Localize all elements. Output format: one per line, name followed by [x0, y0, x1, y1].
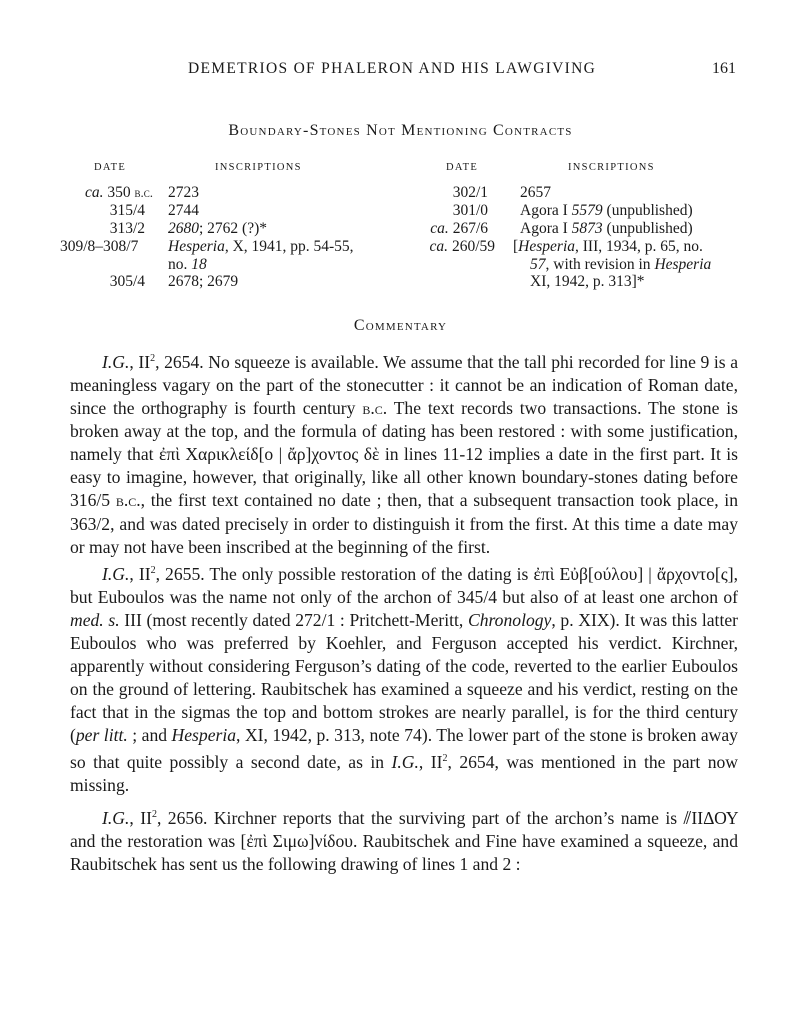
- era: b.c.: [362, 398, 388, 419]
- inscription-text: [: [513, 238, 519, 255]
- date-value: 315/4: [109, 202, 145, 219]
- superscript: 2: [442, 753, 448, 765]
- text: , 2655. The only possible restoration of the dating is: [155, 563, 534, 584]
- table-cell: XI, 1942, p. 313]*: [530, 273, 645, 290]
- inscription-number: 2680: [168, 220, 199, 237]
- date-value: 309/8–308/7: [60, 238, 139, 255]
- text: , the first text contained no date ; then, that a subsequent transaction took place, in 363/2, and was dated precisely in order to distinguish it from the first. At this time a date may or may not have been inscribed at the beginning of the first.: [70, 490, 738, 557]
- journal-title: Hesperia: [654, 256, 712, 273]
- inscription-text: (unpublished): [602, 202, 693, 219]
- inscription-text: , X, 1941, pp. 54-55,: [224, 238, 354, 255]
- table-cell: 2678; 2679: [168, 273, 239, 290]
- right-date-header: DATE: [446, 162, 479, 173]
- inscription-fragment: ⫽ΙΙΔΟΥ: [683, 808, 738, 829]
- inscription-number: 18: [191, 256, 207, 273]
- date-value: 350: [103, 184, 135, 201]
- inscription-text: , III, 1934, p. 65, no.: [575, 238, 703, 255]
- text: , II: [418, 752, 443, 773]
- commentary-title: Commentary: [353, 317, 448, 334]
- journal-title: Hesperia: [168, 238, 225, 255]
- greek-text: ἐπὶ Εὐβ[ούλου] | ἄρχοντο[ς]: [533, 563, 734, 584]
- left-date-header: DATE: [94, 162, 127, 173]
- text: III (most recently dated 272/1 : Pritchett-Meritt,: [119, 609, 468, 630]
- text: , XI, 1942, p. 313, note 74). The lower part of the stone is broken away so that quite possibly a second date, as in: [70, 725, 738, 773]
- table-cell: 2744: [168, 202, 199, 219]
- left-inscriptions-header: INSCRIPTIONS: [215, 162, 302, 173]
- text: in lines 11-12 implies a date in the first part. It is easy to imagine, however, that originally, like all other known boundary-stones dating before 316/5: [70, 444, 738, 511]
- citation: I.G.: [102, 808, 130, 829]
- table-row: [60, 184, 153, 202]
- commentary-body: [70, 347, 738, 877]
- text: , p. XIX). It was this latter Euboulos who was preferred by Koehler, and Ferguson accepted his verdict. Kirchner, apparently without considering Ferguson’s dating of the code, reverted to the earlier Euboulos on the ground of lettering. Raubitschek has examined a squeeze and his verdict, resting on the fact that in the sigmas the top and bottom strokes are nearly parallel, is for the third century (: [70, 609, 739, 746]
- inscription-text: Agora I: [520, 202, 572, 219]
- text: and the restoration was: [70, 831, 241, 852]
- text: , 2656. Kirchner reports that the surviving part of the archon’s name is: [156, 808, 684, 829]
- table-cell: 2723: [168, 184, 199, 201]
- inscription-number: 57: [530, 256, 546, 273]
- greek-text: ἐπὶ Χαρικλείδ[ο | ἄρ]χοντος δὲ: [158, 444, 380, 465]
- date-value: 260/59: [448, 238, 495, 255]
- text: ; and: [127, 725, 172, 746]
- table-title: Boundary-Stones Not Mentioning Contracts: [228, 122, 573, 139]
- table-cell: [168, 256, 207, 274]
- text: , II: [129, 808, 152, 829]
- date-value: 267/6: [448, 220, 488, 237]
- journal-title: Hesperia: [518, 238, 575, 255]
- inscription-text: Agora I: [520, 220, 572, 237]
- inscription-text: , with revision in: [545, 256, 655, 273]
- table-row: [400, 220, 488, 238]
- latin-abbrev: per litt.: [75, 725, 128, 746]
- table-cell: [520, 220, 693, 238]
- date-value: 305/4: [109, 273, 145, 290]
- text: , 2654, was mentioned in the part now missing.: [70, 752, 739, 796]
- text: , II: [129, 351, 151, 372]
- date-circa: ca.: [429, 238, 449, 255]
- text: , 2654. No squeeze is available. We assume that the tall phi recorded for line 9 is a meaningless vagary on the part of the stonecutter : it cannot be an indication of Roman date, since the orthography is fourth century: [70, 351, 739, 419]
- table-cell: [168, 220, 267, 238]
- era: b.c.: [115, 490, 141, 511]
- date-era: b.c.: [134, 185, 153, 200]
- date-value: 301/0: [452, 202, 488, 219]
- right-inscriptions-header: INSCRIPTIONS: [568, 162, 655, 173]
- table-row: [400, 238, 495, 256]
- date-circa: ca.: [84, 184, 104, 201]
- inscription-text: no.: [168, 256, 192, 273]
- table-cell: [513, 238, 703, 256]
- citation: I.G.: [102, 563, 130, 584]
- paragraph-2654: [70, 347, 738, 559]
- citation: I.G.: [391, 752, 419, 773]
- date-value: 302/1: [452, 184, 488, 201]
- citation: I.G.: [102, 351, 130, 372]
- table-cell: [520, 202, 693, 220]
- greek-text: [ἐπὶ Σιμω]νίδου: [240, 831, 353, 852]
- table-cell: [530, 256, 711, 274]
- inscription-number: 5873: [571, 220, 603, 237]
- text: , II: [129, 563, 151, 584]
- latin-abbrev: med. s.: [70, 609, 120, 630]
- text: , but Euboulos was the name not only of the archon of 345/4 but also of at least one archon of: [70, 563, 739, 607]
- text: . Raubitschek and Fine have examined a squeeze, and Raubitschek has sent us the following drawing of lines 1 and 2 :: [70, 831, 738, 875]
- book-title: Chronology: [467, 609, 552, 630]
- running-title: DEMETRIOS OF PHALERON AND HIS LAWGIVING: [188, 60, 597, 77]
- paragraph-2655: [70, 559, 738, 798]
- page-number: 161: [712, 60, 736, 77]
- superscript: 2: [150, 564, 156, 576]
- journal-title: Hesperia: [171, 725, 237, 746]
- superscript: 2: [151, 809, 157, 821]
- superscript: 2: [150, 353, 156, 364]
- table-cell: [168, 238, 354, 256]
- inscription-number: 5579: [571, 202, 603, 219]
- date-circa: ca.: [430, 220, 449, 237]
- paragraph-2656: [70, 803, 738, 876]
- inscription-text: ; 2762 (?)*: [199, 220, 268, 237]
- table-cell: 2657: [520, 184, 551, 201]
- date-value: 313/2: [109, 220, 145, 237]
- inscription-text: (unpublished): [602, 220, 693, 237]
- text: The text records two transactions. The stone is broken away at the top, and the formula of dating has been restored : with some justification, namely that: [70, 398, 738, 465]
